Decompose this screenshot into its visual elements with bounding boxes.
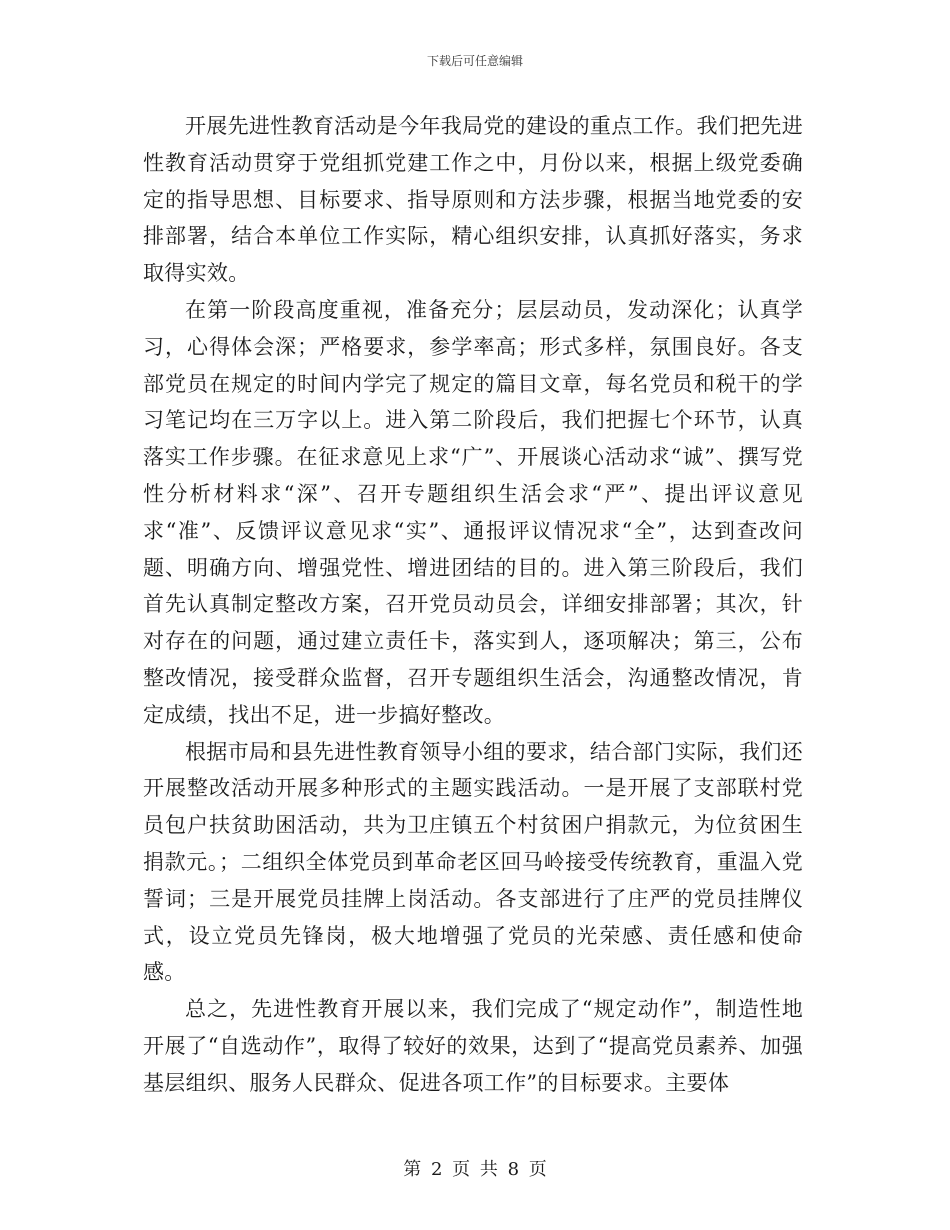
paragraph-1: 开展先进性教育活动是今年我局党的建设的重点工作。我们把先进性教育活动贯穿于党组抓党建工作之中，月份以来，根据上级党委确定的指导思想、目标要求、指导原则和方法步骤，根据当地党委的安排部署，结合本单位工作实际，精心组织安排，认真抓好落实，务求取得实效。	[143, 114, 803, 286]
paragraph-3: 根据市局和县先进性教育领导小组的要求，结合部门实际，我们还开展整改活动开展多种形式的主题实践活动。一是开展了支部联村党员包户扶贫助困活动，共为卫庄镇五个村贫困户捐款元，为位贫困生捐款元。；二组织全体党员到革命老区回马岭接受传统教育，重温入党誓词；三是开展党员挂牌上岗活动。各支部进行了庄严的党员挂牌仪式，设立党员先锋岗，极大地增强了党员的光荣感、责任感和使命感。	[143, 739, 803, 985]
paragraph-2: 在第一阶段高度重视，准备充分；层层动员，发动深化；认真学习，心得体会深；严格要求，参学率高；形式多样，氛围良好。各支部党员在规定的时间内学完了规定的篇目文章，每名党员和税干的学习笔记均在三万字以上。进入第二阶段后，我们把握七个环节，认真落实工作步骤。在征求意见上求“广”、开展谈心活动求“诚”、撰写党性分析材料求“深”、召开专题组织生活会求“严”、提出评议意见求“准”、反馈评议意见求“实”、通报评议情况求“全”，达到查改问题、明确方向、增强党性、增进团结的目的。进入第三阶段后，我们首先认真制定整改方案，召开党员动员会，详细安排部署；其次，针对存在的问题，通过建立责任卡，落实到人，逐项解决；第三，公布整改情况，接受群众监督，召开专题组织生活会，沟通整改情况，肯定成绩，找出不足，进一步搞好整改。	[143, 297, 803, 727]
paragraph-4: 总之，先进性教育开展以来，我们完成了“规定动作”，制造性地开展了“自选动作”，取得了较好的效果，达到了“提高党员素养、加强基层组织、服务人民群众、促进各项工作”的目标要求。主要体	[143, 997, 803, 1095]
document-body	[143, 108, 803, 1102]
page-number: 第 2 页 共 8 页	[403, 1159, 547, 1180]
page-header: 下载后可任意编辑	[426, 54, 523, 68]
